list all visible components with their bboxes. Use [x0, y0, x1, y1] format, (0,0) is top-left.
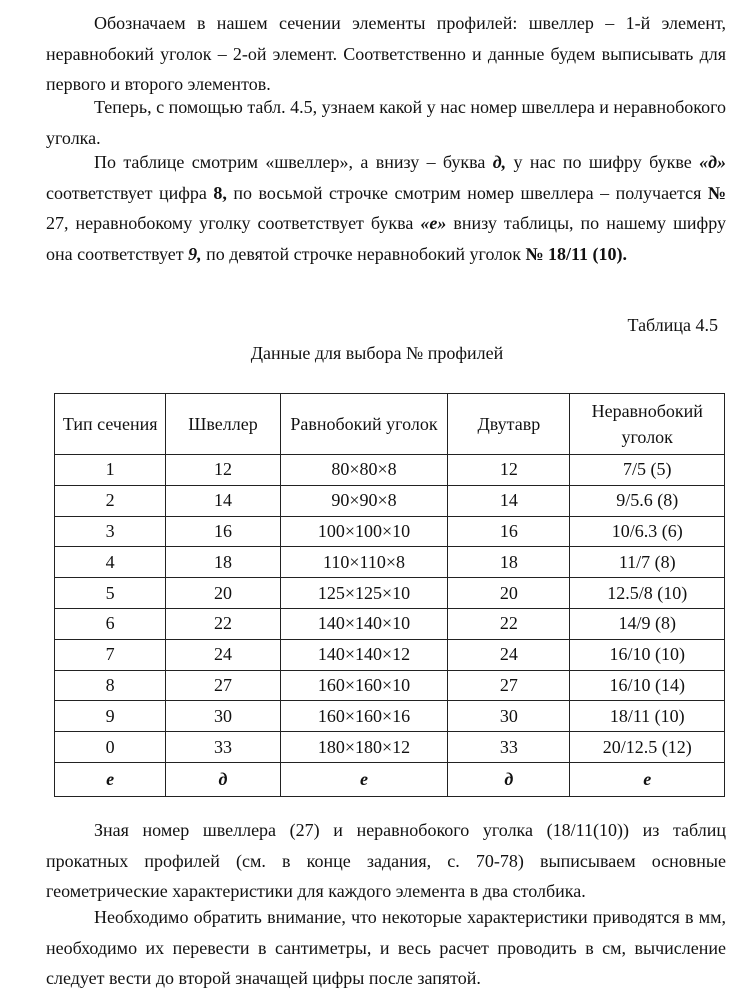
- cipher-letter: д: [166, 762, 280, 796]
- table-cell: 14: [448, 485, 570, 516]
- table-cell: 140×140×10: [280, 608, 448, 639]
- header-section-type: Тип сечения: [55, 394, 166, 455]
- table-cell: 12: [448, 455, 570, 486]
- table-cell: 160×160×10: [280, 670, 448, 701]
- table-cell: 30: [166, 701, 280, 732]
- table-row: [55, 578, 725, 609]
- table-row: [55, 516, 725, 547]
- table-cell: 18/11 (10): [570, 701, 725, 732]
- table-row: [55, 701, 725, 732]
- text-segment: по девятой строчке неравнобокий уголок: [201, 243, 526, 264]
- table-cell: 80×80×8: [280, 455, 448, 486]
- table-cell: 18: [448, 547, 570, 578]
- cipher-letter: е: [55, 762, 166, 796]
- table-cell: 125×125×10: [280, 578, 448, 609]
- table-row: [55, 670, 725, 701]
- letter-d: д,: [492, 152, 507, 172]
- table-cell: 33: [166, 732, 280, 763]
- paragraph-elements: Обозначаем в нашем сечении элементы профилей: швеллер – 1-й элемент, неравнобокий уголок – 2-ой элемент. Соответственно и данные будем выписывать для первого и второго элементов.: [46, 13, 726, 94]
- channel-number: 27,: [46, 213, 69, 233]
- header-i-beam: Двутавр: [448, 394, 570, 455]
- profiles-table: [54, 393, 725, 797]
- header-channel: Швеллер: [166, 394, 280, 455]
- text-segment: по восьмой строчке смотрим номер швеллера – получается: [226, 182, 708, 203]
- table-cell: 14/9 (8): [570, 608, 725, 639]
- cipher-letter: д: [448, 762, 570, 796]
- table-title: Данные для выбора № профилей: [250, 343, 504, 363]
- table-cell: 30: [448, 701, 570, 732]
- letter-d-quoted: «д»: [699, 152, 726, 172]
- table-cell: 16/10 (14): [570, 670, 725, 701]
- letter-e-quoted: «е»: [420, 213, 447, 233]
- table-cell: 24: [448, 639, 570, 670]
- paragraph-units-note: Необходимо обратить внимание, что некоторые характеристики приводятся в мм, необходимо их перевести в сантиметры, и весь расчет проводить в см, вычисление следует вести до второй значащей цифры после запятой.: [46, 907, 726, 988]
- table-cell: 7: [55, 639, 166, 670]
- table-cell: 14: [166, 485, 280, 516]
- paragraph-table-reference: Теперь, с помощью табл. 4.5, узнаем какой у нас номер швеллера и неравнобокого уголка.: [46, 97, 726, 148]
- table-cell: 20: [166, 578, 280, 609]
- table-cell: 33: [448, 732, 570, 763]
- table-cell: 3: [55, 516, 166, 547]
- table-cell: 16: [448, 516, 570, 547]
- table-cell: 16/10 (10): [570, 639, 725, 670]
- table-header-row: [55, 394, 725, 455]
- table-cell: 24: [166, 639, 280, 670]
- table-cell: 180×180×12: [280, 732, 448, 763]
- table-cell: 9/5.6 (8): [570, 485, 725, 516]
- table-cell: 12: [166, 455, 280, 486]
- table-cell: 27: [166, 670, 280, 701]
- table-cell: 110×110×8: [280, 547, 448, 578]
- digit-8: 8,: [213, 182, 227, 203]
- cipher-letters-row: [55, 762, 725, 796]
- header-equal-angle: Равнобокий уголок: [280, 394, 448, 455]
- table-cell: 1: [55, 455, 166, 486]
- table-cell: 90×90×8: [280, 485, 448, 516]
- text-segment: По таблице смотрим «швеллер», а внизу – буква: [94, 152, 493, 172]
- table-cell: 11/7 (8): [570, 547, 725, 578]
- table-row: [55, 455, 725, 486]
- table-cell: 20/12.5 (12): [570, 732, 725, 763]
- table-cell: 140×140×12: [280, 639, 448, 670]
- table-cell: 2: [55, 485, 166, 516]
- table-cell: 20: [448, 578, 570, 609]
- number-sign: №: [707, 182, 726, 203]
- table-cell: 22: [448, 608, 570, 639]
- table-cell: 16: [166, 516, 280, 547]
- table-cell: 12.5/8 (10): [570, 578, 725, 609]
- cipher-letter: е: [280, 762, 448, 796]
- text-segment: внизу таблицы, по нашему шифру она соответствует: [46, 213, 726, 264]
- table-cell: 7/5 (5): [570, 455, 725, 486]
- table-row: [55, 547, 725, 578]
- header-unequal-angle: Неравнобокий уголок: [570, 394, 725, 455]
- text-segment: у нас по шифру букве: [506, 152, 700, 172]
- table-cell: 4: [55, 547, 166, 578]
- table-cell: 100×100×10: [280, 516, 448, 547]
- paragraph-cipher-lookup: [46, 147, 726, 269]
- table-cell: 27: [448, 670, 570, 701]
- table-row: [55, 485, 725, 516]
- table-cell: 6: [55, 608, 166, 639]
- table-cell: 160×160×16: [280, 701, 448, 732]
- table-cell: 10/6.3 (6): [570, 516, 725, 547]
- table-cell: 9: [55, 701, 166, 732]
- angle-number: № 18/11 (10).: [525, 243, 628, 264]
- table-cell: 5: [55, 578, 166, 609]
- table-cell: 22: [166, 608, 280, 639]
- text-segment: неравнобокому уголку соответствует буква: [68, 213, 421, 233]
- table-row: [55, 732, 725, 763]
- text-segment: соответствует цифра: [46, 182, 214, 203]
- table-row: [55, 608, 725, 639]
- cipher-letter: е: [570, 762, 725, 796]
- paragraph-characteristics: Зная номер швеллера (27) и неравнобокого уголка (18/11(10)) из таблиц прокатных профилей (см. в конце задания, с. 70-78) выписываем основные геометрические характеристики для каждого элемента в два столбика.: [46, 820, 726, 901]
- table-cell: 8: [55, 670, 166, 701]
- table-number: Таблица 4.5: [627, 315, 718, 335]
- table-row: [55, 639, 725, 670]
- table-cell: 18: [166, 547, 280, 578]
- digit-9: 9,: [188, 243, 202, 264]
- table-cell: 0: [55, 732, 166, 763]
